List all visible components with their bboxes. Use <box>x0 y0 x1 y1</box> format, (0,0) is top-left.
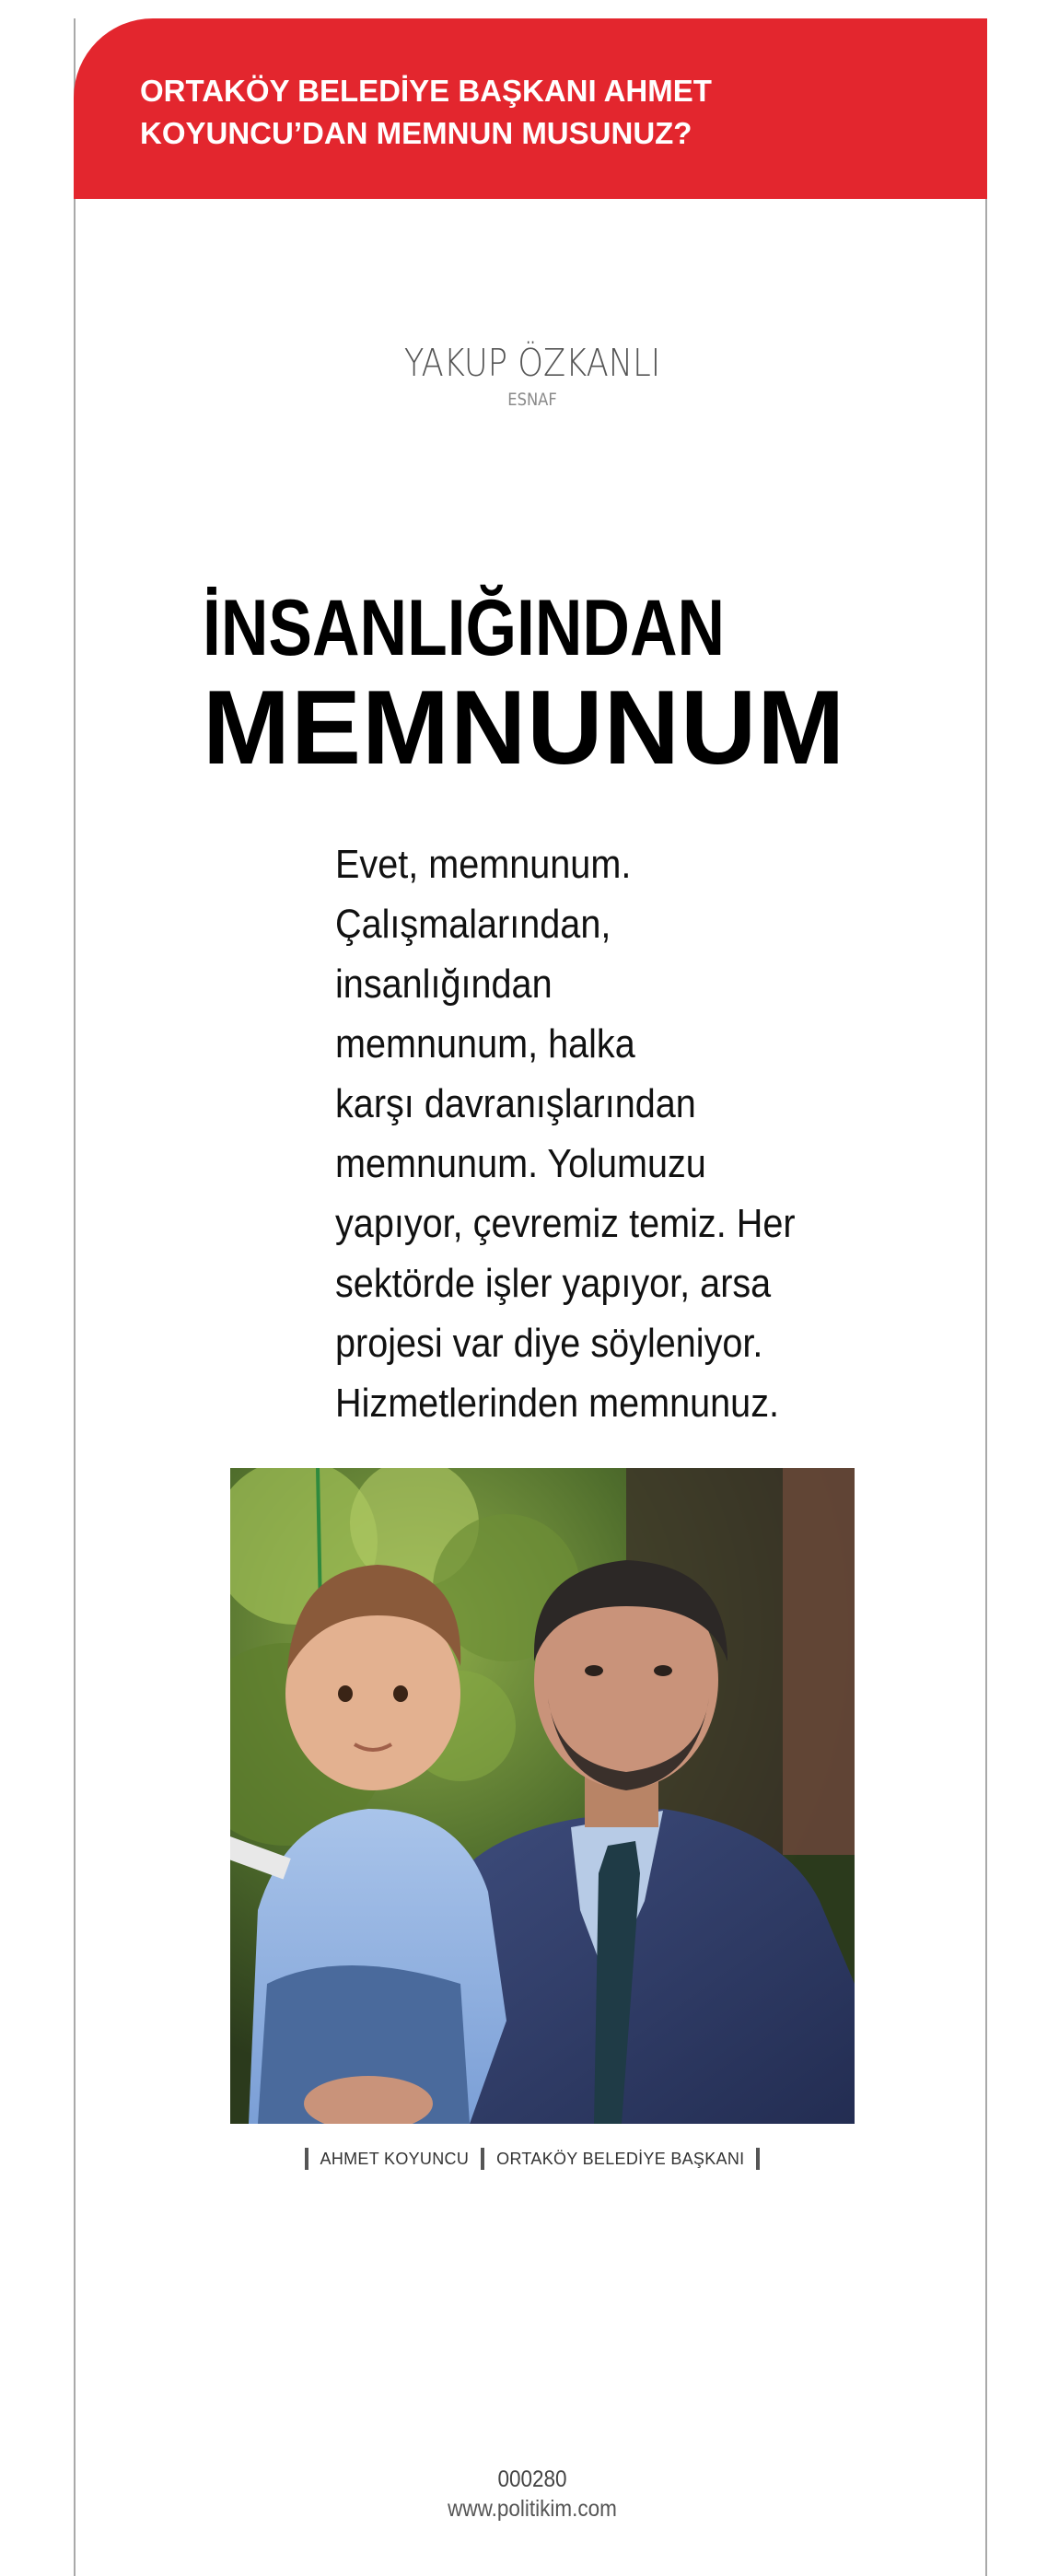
respondent-name: YAKUP ÖZKANLI <box>403 341 661 385</box>
caption-name: AHMET KOYUNCU <box>320 2150 470 2169</box>
quote-line: karşı davranışlarından <box>335 1081 696 1126</box>
headline <box>203 582 939 787</box>
quote-line: Evet, memnunum. <box>335 842 632 887</box>
footer-url: www.politikim.com <box>448 2496 617 2522</box>
respondent-block <box>76 339 989 413</box>
caption-divider <box>756 2148 760 2170</box>
quote-text <box>335 834 851 1433</box>
mayor-photo-illustration <box>230 1468 855 2124</box>
banner-title <box>140 70 840 155</box>
quote-line: memnunum, halka <box>335 1021 635 1067</box>
quote-line: projesi var diye söyleniyor. <box>335 1321 763 1366</box>
header-banner <box>74 18 987 199</box>
quote-line: sektörde işler yapıyor, arsa <box>335 1261 772 1306</box>
banner-title-line1: ORTAKÖY BELEDİYE BAŞKANI AHMET <box>140 74 712 108</box>
quote-line: Çalışmalarından, <box>335 902 611 947</box>
quote-line: yapıyor, çevremiz temiz. Her <box>335 1201 796 1246</box>
headline-line1: İNSANLIĞINDAN <box>203 584 726 672</box>
banner-title-line2: KOYUNCU’DAN MEMNUN MUSUNUZ? <box>140 116 692 150</box>
quote-line: Hizmetlerinden memnunuz. <box>335 1381 780 1426</box>
caption-divider <box>305 2148 308 2170</box>
caption-title: ORTAKÖY BELEDİYE BAŞKANI <box>496 2150 745 2169</box>
quote-line: memnunum. Yolumuzu <box>335 1141 706 1186</box>
footer <box>76 2465 989 2524</box>
photo-caption <box>76 2146 989 2171</box>
caption-divider <box>481 2148 484 2170</box>
article-card <box>74 18 987 2576</box>
headline-line2: MEMNUNUM <box>203 670 846 787</box>
quote-line: insanlığından <box>335 962 553 1007</box>
respondent-role: ESNAF <box>507 390 557 410</box>
mayor-photo <box>230 1468 855 2124</box>
footer-code: 000280 <box>497 2466 567 2492</box>
